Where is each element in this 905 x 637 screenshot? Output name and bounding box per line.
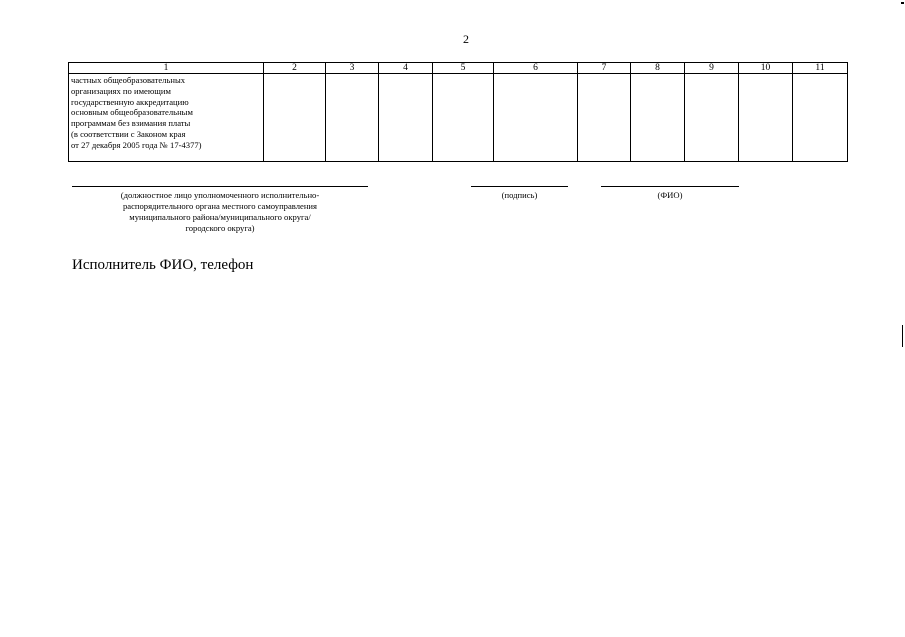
column-header: 6 bbox=[494, 63, 578, 74]
executor-label: Исполнитель ФИО, телефон bbox=[72, 257, 254, 273]
table-row bbox=[69, 74, 848, 162]
column-header: 2 bbox=[264, 63, 326, 74]
column-header: 10 bbox=[739, 63, 793, 74]
table-cell bbox=[379, 74, 433, 162]
signature-caption: (подпись) bbox=[501, 190, 538, 200]
column-header: 5 bbox=[433, 63, 494, 74]
table-cell bbox=[264, 74, 326, 162]
table-cell bbox=[433, 74, 494, 162]
header-row bbox=[69, 63, 848, 74]
column-header: 11 bbox=[793, 63, 848, 74]
column-header: 1 bbox=[69, 63, 264, 74]
official-caption: (должностное лицо уполномоченного исполнительно- распорядительного органа местного самоуправления муниципального района/муниципального округа/ городского округа) bbox=[120, 190, 320, 233]
page-number: 2 bbox=[463, 32, 469, 46]
column-header: 7 bbox=[578, 63, 631, 74]
table-cell bbox=[685, 74, 739, 162]
column-header: 4 bbox=[379, 63, 433, 74]
table-cell bbox=[326, 74, 379, 162]
column-header: 8 bbox=[631, 63, 685, 74]
scan-edge-mark bbox=[901, 2, 904, 4]
table-cell bbox=[739, 74, 793, 162]
table-cell bbox=[631, 74, 685, 162]
scan-edge-mark bbox=[902, 325, 903, 347]
table-cell bbox=[578, 74, 631, 162]
table-cell bbox=[494, 74, 578, 162]
table-cell bbox=[793, 74, 848, 162]
name-line bbox=[601, 186, 739, 187]
name-caption: (ФИО) bbox=[657, 190, 683, 200]
official-signature-line bbox=[72, 186, 368, 187]
column-header: 9 bbox=[685, 63, 739, 74]
signature-line bbox=[471, 186, 568, 187]
row-label: частных общеобразовательных организациях по имеющим государственную аккредитацию основным общеобразовательным программам без взимания платы (в соответствии с Законом края от 27 декабря 2005 года № 17-4377) bbox=[69, 74, 264, 162]
column-header: 3 bbox=[326, 63, 379, 74]
report-table bbox=[68, 62, 848, 162]
